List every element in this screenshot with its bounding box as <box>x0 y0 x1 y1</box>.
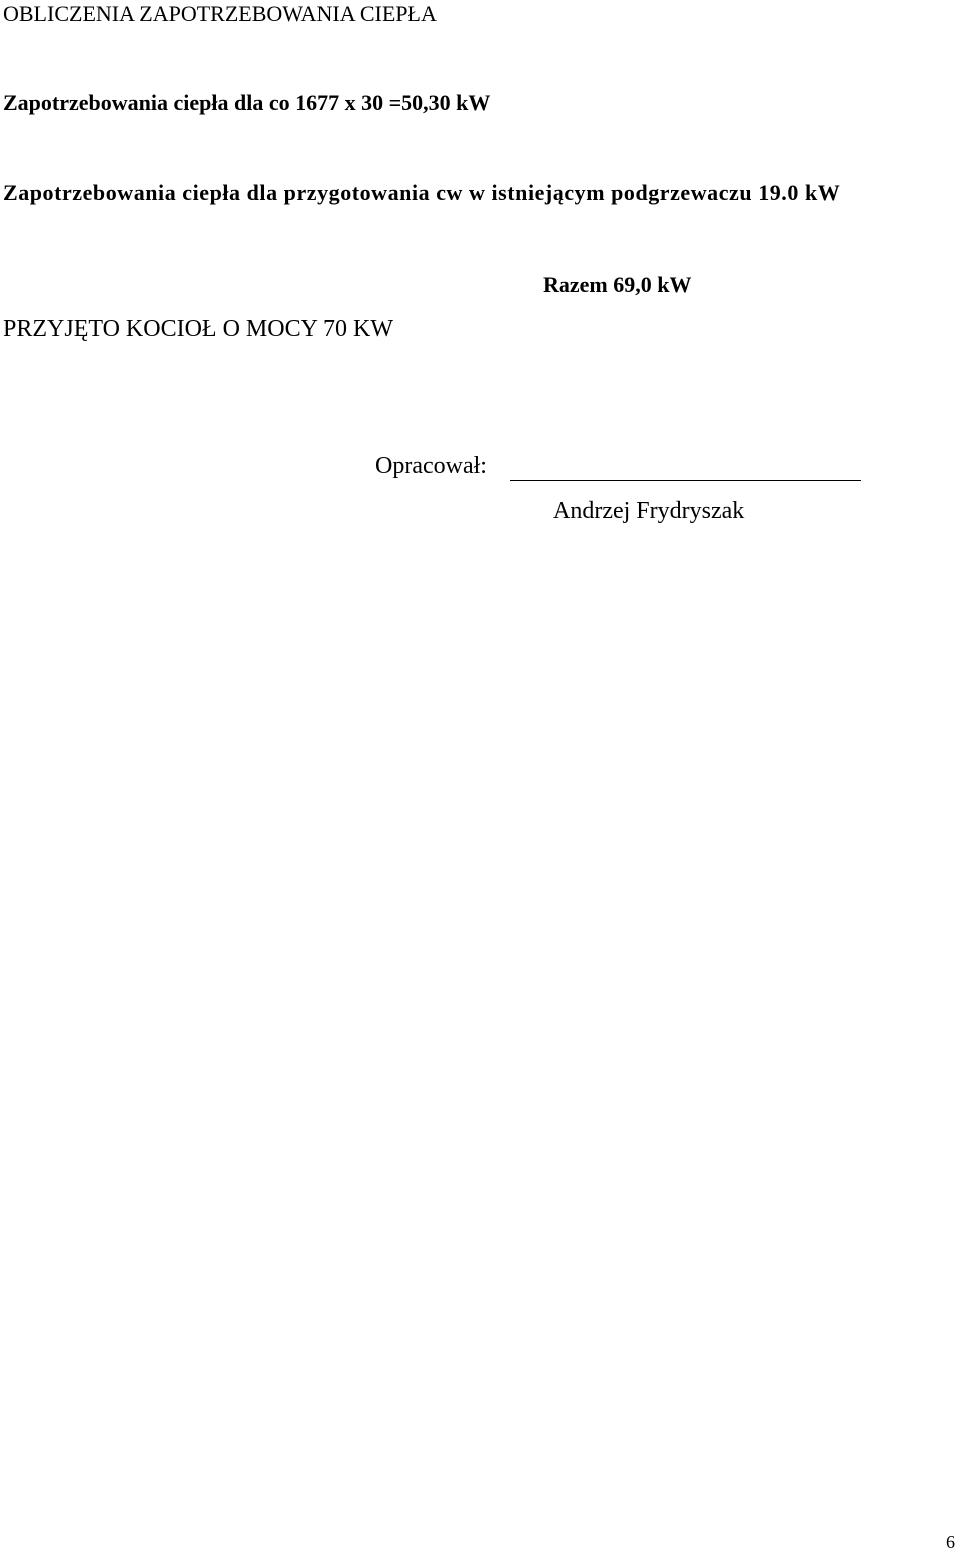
heating-demand-line: Zapotrzebowania ciepła dla co 1677 x 30 =50,30 kW <box>3 90 491 115</box>
signature-line <box>510 480 861 481</box>
prepared-by-label: Opracował: <box>375 453 487 479</box>
author-name: Andrzej Frydryszak <box>553 498 745 524</box>
page-number: 6 <box>946 1532 955 1552</box>
boiler-conclusion: PRZYJĘTO KOCIOŁ O MOCY 70 KW <box>3 316 393 342</box>
hot-water-demand-line: Zapotrzebowania ciepła dla przygotowania cw w istniejącym podgrzewaczu 19.0 kW <box>3 180 841 205</box>
document-title: OBLICZENIA ZAPOTRZEBOWANIA CIEPŁA <box>3 1 437 26</box>
total-demand-line: Razem 69,0 kW <box>543 272 692 297</box>
